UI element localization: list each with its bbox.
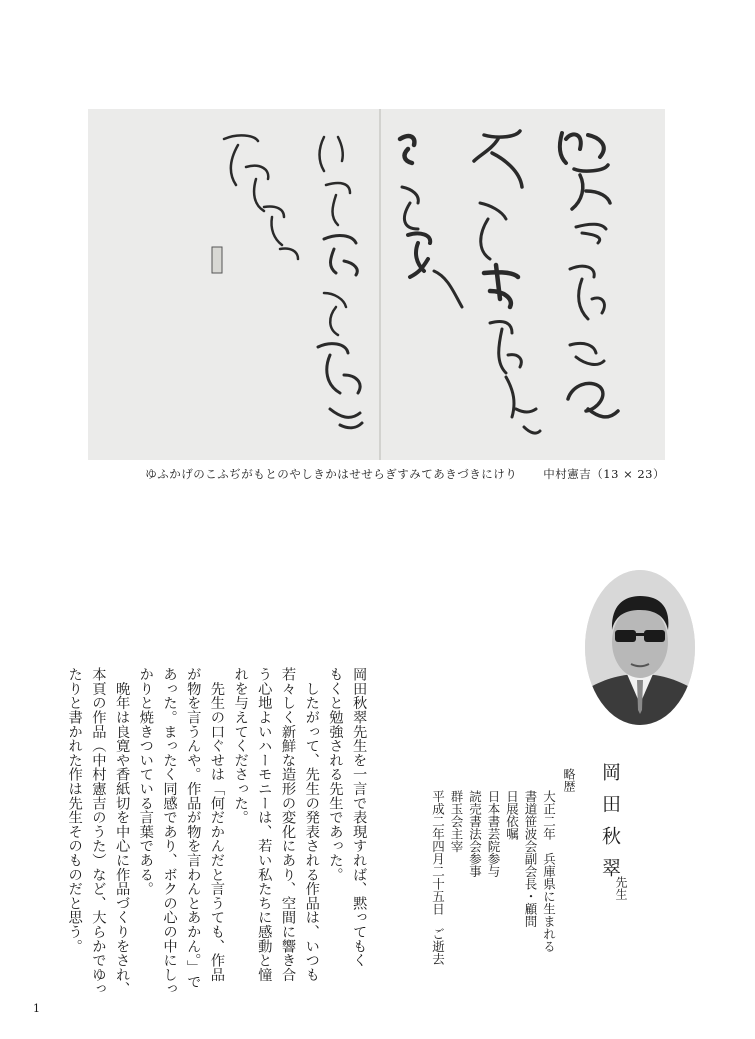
essay-line: たりと書かれた作は先生そのものだと思う。	[66, 667, 83, 953]
page-number: 1	[33, 1002, 40, 1015]
biography-line: 日展依嘱	[504, 790, 520, 840]
biography-list	[428, 790, 558, 965]
biography-heading: 略歴	[562, 768, 576, 792]
essay-line: 本頁の作品（中村憲吉のうた）など、大らかでゆっ	[90, 667, 107, 996]
essay-line: かりと焼きついている言葉である。	[137, 667, 154, 896]
biography-line: 日本書芸院参与	[486, 790, 501, 878]
essay-line: もくと勉強される先生であった。	[327, 667, 344, 882]
calligraphy-brushwork	[88, 109, 665, 460]
essay-line: 岡田秋翠先生を一言で表現すれば、黙ってもく	[351, 667, 368, 968]
essay-text	[62, 667, 370, 996]
artist-title: 先生	[614, 876, 628, 900]
essay-line: 晩年は良寛や香紙切を中心に作品づくりをされ、	[114, 667, 131, 996]
essay-line: したがって、先生の発表される作品は、いつも	[303, 667, 320, 982]
calligraphy-artwork	[88, 109, 665, 460]
essay-line: れを与えてくださった。	[232, 667, 249, 825]
artist-name: 岡田秋翠	[599, 762, 621, 890]
artwork-caption	[88, 466, 665, 482]
essay-line: 若々しく新鮮な造形の変化にあり、空間に響き合	[280, 667, 297, 982]
caption-poem: ゆふかげのこふぢがもとのやしきかはせせらぎすみてあきづきにけり	[145, 467, 518, 481]
essay-line: あった。まったく同感であり、ボクの心の中にしっ	[161, 667, 178, 996]
caption-author: 中村憲吉（13 × 23）	[543, 467, 665, 481]
biography-line: 読売書法会参事	[467, 790, 483, 878]
biography-line: 書道笹波会副会長・顧問	[523, 790, 538, 928]
essay-line: が物を言うんや。作品が物を言わんとあかん。」で	[185, 667, 202, 989]
biography-line: 大正二年 兵庫県に生まれる	[541, 790, 557, 953]
artist-portrait	[585, 570, 695, 725]
essay-line: う心地よいハーモニーは、若い私たちに感動と憧	[256, 667, 273, 982]
biography-line: 平成二年四月二十五日 ご逝去	[430, 790, 446, 965]
biography-line: 群玉会主宰	[449, 790, 464, 853]
essay-line: 先生の口ぐせは「何だかんだと言うても、作品	[208, 667, 225, 982]
portrait-photo	[585, 570, 695, 725]
